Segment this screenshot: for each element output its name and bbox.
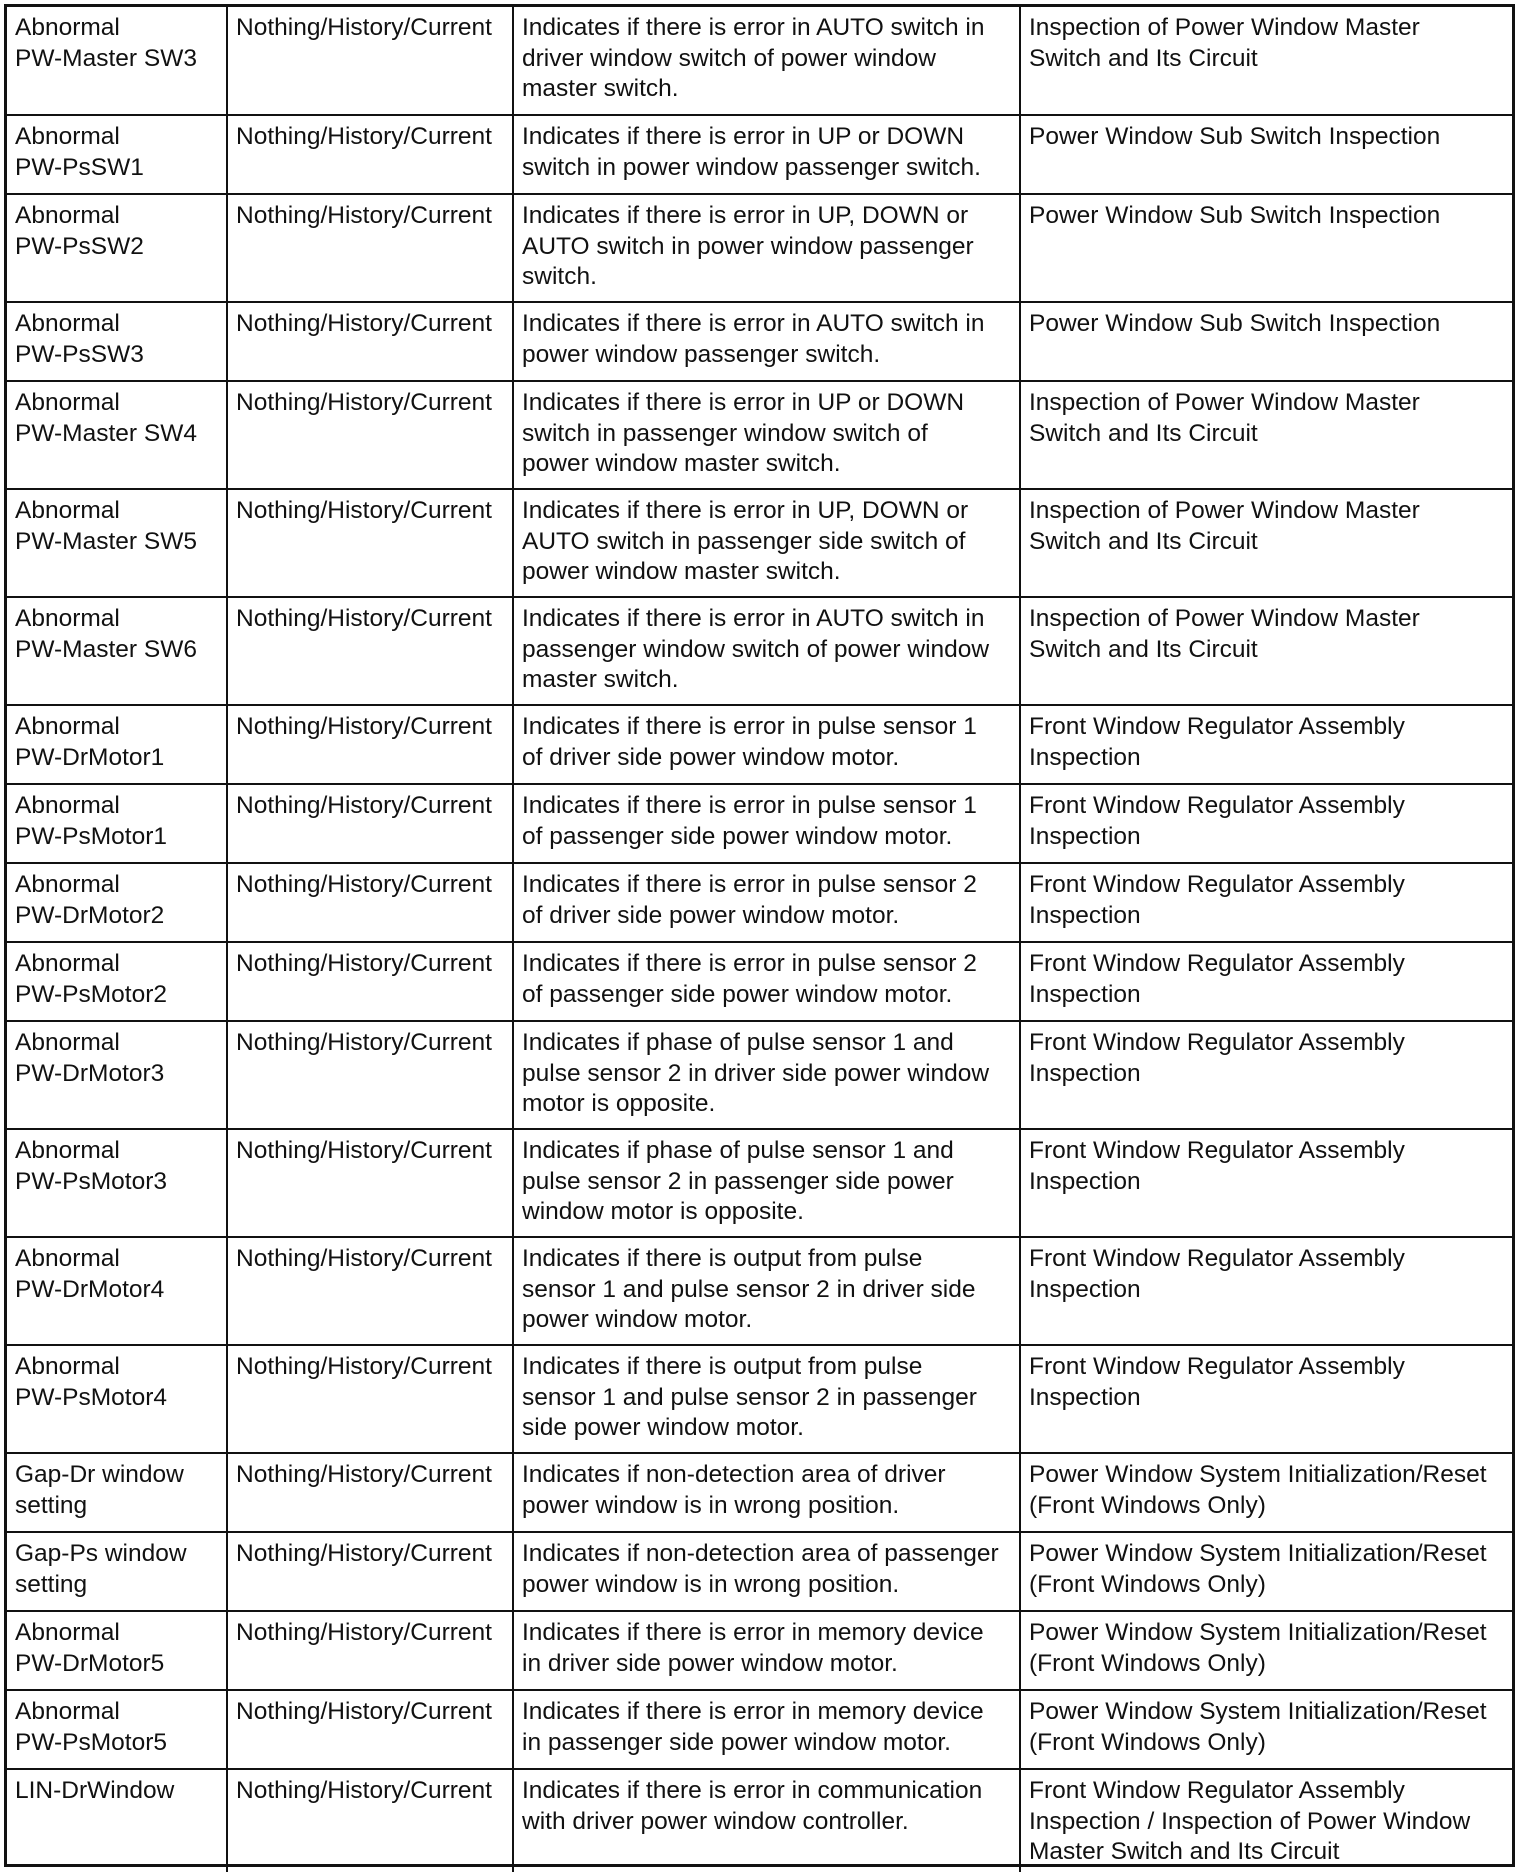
cell-item — [7, 705, 227, 784]
reference-text: Power Window System Initialization/Reset (Front Windows Only) — [1029, 1619, 1487, 1677]
table-row — [7, 863, 1512, 942]
item-text: Abnormal PW-DrMotor3 — [15, 1029, 165, 1087]
display-text: Nothing/History/Current — [236, 310, 492, 337]
cell-item — [7, 1345, 227, 1453]
display-text: Nothing/History/Current — [236, 1245, 492, 1272]
cell-reference — [1020, 1690, 1512, 1769]
display-text: Nothing/History/Current — [236, 1461, 492, 1488]
cell-display — [227, 1611, 513, 1690]
display-text: Nothing/History/Current — [236, 1698, 492, 1725]
cell-item — [7, 597, 227, 705]
cell-reference — [1020, 705, 1512, 784]
item-text: Abnormal PW-PsMotor3 — [15, 1137, 168, 1195]
table-row — [7, 1769, 1512, 1872]
display-text: Nothing/History/Current — [236, 497, 492, 524]
cell-item — [7, 1611, 227, 1690]
cell-item — [7, 1453, 227, 1532]
item-text: Gap-Dr window setting — [15, 1461, 184, 1519]
display-text: Nothing/History/Current — [236, 202, 492, 229]
description-text: Indicates if there is error in pulse sensor 1 of driver side power window motor. — [522, 713, 977, 771]
table-row — [7, 489, 1512, 597]
cell-reference — [1020, 1345, 1512, 1453]
cell-description — [513, 1611, 1020, 1690]
cell-item — [7, 115, 227, 194]
reference-text: Power Window System Initialization/Reset (Front Windows Only) — [1029, 1698, 1487, 1756]
table-row — [7, 1345, 1512, 1453]
reference-text: Front Window Regulator Assembly Inspection — [1029, 713, 1405, 771]
table-row — [7, 1237, 1512, 1345]
description-text: Indicates if there is error in communication with driver power window controller. — [522, 1777, 983, 1835]
cell-description — [513, 1690, 1020, 1769]
cell-display — [227, 302, 513, 381]
cell-item — [7, 7, 227, 115]
cell-reference — [1020, 302, 1512, 381]
cell-reference — [1020, 489, 1512, 597]
cell-item — [7, 1532, 227, 1611]
cell-reference — [1020, 381, 1512, 489]
cell-reference — [1020, 194, 1512, 302]
reference-text: Front Window Regulator Assembly Inspection — [1029, 1029, 1405, 1087]
cell-display — [227, 942, 513, 1021]
display-text: Nothing/History/Current — [236, 1619, 492, 1646]
cell-description — [513, 7, 1020, 115]
cell-reference — [1020, 1129, 1512, 1237]
table-row — [7, 597, 1512, 705]
diagnostic-table — [7, 7, 1512, 1872]
reference-text: Inspection of Power Window Master Switch and Its Circuit — [1029, 14, 1420, 72]
description-text: Indicates if there is error in AUTO switch in passenger window switch of power window master switch. — [522, 605, 990, 693]
cell-display — [227, 115, 513, 194]
display-text: Nothing/History/Current — [236, 713, 492, 740]
cell-reference — [1020, 1021, 1512, 1129]
cell-description — [513, 597, 1020, 705]
cell-display — [227, 489, 513, 597]
cell-item — [7, 1690, 227, 1769]
description-text: Indicates if there is error in UP, DOWN or AUTO switch in power window passenger switch. — [522, 202, 974, 290]
cell-display — [227, 1237, 513, 1345]
description-text: Indicates if there is error in UP or DOWN switch in passenger window switch of power window master switch. — [522, 389, 965, 477]
cell-reference — [1020, 1453, 1512, 1532]
cell-description — [513, 863, 1020, 942]
description-text: Indicates if there is error in AUTO switch in power window passenger switch. — [522, 310, 985, 368]
table-body — [7, 7, 1512, 1872]
cell-display — [227, 1690, 513, 1769]
cell-description — [513, 784, 1020, 863]
cell-item — [7, 784, 227, 863]
reference-text: Front Window Regulator Assembly Inspection — [1029, 871, 1405, 929]
display-text: Nothing/History/Current — [236, 1029, 492, 1056]
cell-display — [227, 194, 513, 302]
cell-item — [7, 194, 227, 302]
item-text: Abnormal PW-PsSW1 — [15, 123, 144, 181]
cell-reference — [1020, 115, 1512, 194]
cell-description — [513, 1345, 1020, 1453]
cell-description — [513, 194, 1020, 302]
cell-description — [513, 115, 1020, 194]
reference-text: Power Window Sub Switch Inspection — [1029, 123, 1441, 150]
cell-reference — [1020, 942, 1512, 1021]
table-row — [7, 194, 1512, 302]
cell-description — [513, 1129, 1020, 1237]
display-text: Nothing/History/Current — [236, 605, 492, 632]
item-text: Gap-Ps window setting — [15, 1540, 187, 1598]
description-text: Indicates if there is error in pulse sensor 1 of passenger side power window motor. — [522, 792, 977, 850]
display-text: Nothing/History/Current — [236, 871, 492, 898]
item-text: Abnormal PW-PsSW2 — [15, 202, 144, 260]
table-row — [7, 784, 1512, 863]
cell-display — [227, 7, 513, 115]
table-row — [7, 1021, 1512, 1129]
cell-item — [7, 381, 227, 489]
cell-reference — [1020, 1611, 1512, 1690]
description-text: Indicates if there is error in UP or DOWN switch in power window passenger switch. — [522, 123, 981, 181]
item-text: Abnormal PW-DrMotor2 — [15, 871, 165, 929]
item-text: Abnormal PW-Master SW6 — [15, 605, 197, 663]
cell-item — [7, 489, 227, 597]
description-text: Indicates if there is error in pulse sensor 2 of passenger side power window motor. — [522, 950, 977, 1008]
cell-display — [227, 705, 513, 784]
table-row — [7, 1129, 1512, 1237]
display-text: Nothing/History/Current — [236, 1540, 492, 1567]
display-text: Nothing/History/Current — [236, 389, 492, 416]
display-text: Nothing/History/Current — [236, 1353, 492, 1380]
cell-display — [227, 597, 513, 705]
reference-text: Front Window Regulator Assembly Inspection — [1029, 1137, 1405, 1195]
item-text: Abnormal PW-Master SW5 — [15, 497, 197, 555]
description-text: Indicates if there is error in pulse sensor 2 of driver side power window motor. — [522, 871, 977, 929]
reference-text: Front Window Regulator Assembly Inspection — [1029, 1245, 1405, 1303]
item-text: Abnormal PW-Master SW3 — [15, 14, 197, 72]
item-text: Abnormal PW-DrMotor1 — [15, 713, 165, 771]
reference-text: Front Window Regulator Assembly Inspection — [1029, 1353, 1405, 1411]
table-row — [7, 1690, 1512, 1769]
cell-reference — [1020, 1237, 1512, 1345]
cell-display — [227, 1129, 513, 1237]
cell-item — [7, 1769, 227, 1872]
table-row — [7, 1611, 1512, 1690]
cell-description — [513, 942, 1020, 1021]
item-text: Abnormal PW-Master SW4 — [15, 389, 197, 447]
cell-item — [7, 1129, 227, 1237]
cell-display — [227, 1532, 513, 1611]
cell-reference — [1020, 1532, 1512, 1611]
cell-reference — [1020, 784, 1512, 863]
cell-description — [513, 1532, 1020, 1611]
reference-text: Power Window Sub Switch Inspection — [1029, 310, 1441, 337]
reference-text: Front Window Regulator Assembly Inspection / Inspection of Power Window Master Switch and Its Circuit — [1029, 1777, 1471, 1865]
cell-description — [513, 302, 1020, 381]
item-text: Abnormal PW-PsMotor5 — [15, 1698, 168, 1756]
description-text: Indicates if non-detection area of driver power window is in wrong position. — [522, 1461, 946, 1519]
reference-text: Inspection of Power Window Master Switch and Its Circuit — [1029, 389, 1420, 447]
cell-reference — [1020, 7, 1512, 115]
cell-reference — [1020, 1769, 1512, 1872]
cell-item — [7, 863, 227, 942]
cell-item — [7, 1021, 227, 1129]
description-text: Indicates if there is error in memory device in driver side power window motor. — [522, 1619, 984, 1677]
item-text: Abnormal PW-PsMotor4 — [15, 1353, 168, 1411]
cell-item — [7, 302, 227, 381]
cell-display — [227, 1021, 513, 1129]
cell-display — [227, 1345, 513, 1453]
display-text: Nothing/History/Current — [236, 950, 492, 977]
description-text: Indicates if there is error in AUTO switch in driver window switch of power window master switch. — [522, 14, 985, 102]
table-row — [7, 115, 1512, 194]
item-text: Abnormal PW-DrMotor4 — [15, 1245, 165, 1303]
cell-reference — [1020, 597, 1512, 705]
table-row — [7, 705, 1512, 784]
item-text: Abnormal PW-PsSW3 — [15, 310, 144, 368]
reference-text: Front Window Regulator Assembly Inspection — [1029, 950, 1405, 1008]
description-text: Indicates if phase of pulse sensor 1 and pulse sensor 2 in driver side power window motor is opposite. — [522, 1029, 990, 1117]
cell-item — [7, 942, 227, 1021]
reference-text: Power Window System Initialization/Reset (Front Windows Only) — [1029, 1540, 1487, 1598]
display-text: Nothing/History/Current — [236, 1777, 492, 1804]
display-text: Nothing/History/Current — [236, 1137, 492, 1164]
cell-item — [7, 1237, 227, 1345]
description-text: Indicates if phase of pulse sensor 1 and pulse sensor 2 in passenger side power window motor is opposite. — [522, 1137, 954, 1225]
cell-description — [513, 489, 1020, 597]
item-text: Abnormal PW-PsMotor1 — [15, 792, 168, 850]
diagnostic-table-container — [4, 4, 1515, 1867]
description-text: Indicates if there is output from pulse sensor 1 and pulse sensor 2 in driver side power window motor. — [522, 1245, 976, 1333]
table-row — [7, 1453, 1512, 1532]
cell-display — [227, 381, 513, 489]
cell-display — [227, 1769, 513, 1872]
display-text: Nothing/History/Current — [236, 792, 492, 819]
description-text: Indicates if non-detection area of passenger power window is in wrong position. — [522, 1540, 999, 1598]
cell-description — [513, 1453, 1020, 1532]
table-row — [7, 1532, 1512, 1611]
display-text: Nothing/History/Current — [236, 14, 492, 41]
table-row — [7, 302, 1512, 381]
cell-display — [227, 784, 513, 863]
cell-description — [513, 1237, 1020, 1345]
cell-description — [513, 1769, 1020, 1872]
description-text: Indicates if there is output from pulse sensor 1 and pulse sensor 2 in passenger side power window motor. — [522, 1353, 977, 1441]
reference-text: Inspection of Power Window Master Switch and Its Circuit — [1029, 605, 1420, 663]
item-text: Abnormal PW-DrMotor5 — [15, 1619, 165, 1677]
cell-description — [513, 1021, 1020, 1129]
cell-display — [227, 1453, 513, 1532]
reference-text: Power Window Sub Switch Inspection — [1029, 202, 1441, 229]
table-row — [7, 381, 1512, 489]
description-text: Indicates if there is error in UP, DOWN or AUTO switch in passenger side switch of power window master switch. — [522, 497, 969, 585]
item-text: LIN-DrWindow — [15, 1777, 175, 1804]
reference-text: Power Window System Initialization/Reset (Front Windows Only) — [1029, 1461, 1487, 1519]
cell-description — [513, 381, 1020, 489]
reference-text: Inspection of Power Window Master Switch and Its Circuit — [1029, 497, 1420, 555]
reference-text: Front Window Regulator Assembly Inspection — [1029, 792, 1405, 850]
cell-reference — [1020, 863, 1512, 942]
description-text: Indicates if there is error in memory device in passenger side power window motor. — [522, 1698, 984, 1756]
item-text: Abnormal PW-PsMotor2 — [15, 950, 168, 1008]
cell-description — [513, 705, 1020, 784]
table-row — [7, 942, 1512, 1021]
table-row — [7, 7, 1512, 115]
display-text: Nothing/History/Current — [236, 123, 492, 150]
cell-display — [227, 863, 513, 942]
